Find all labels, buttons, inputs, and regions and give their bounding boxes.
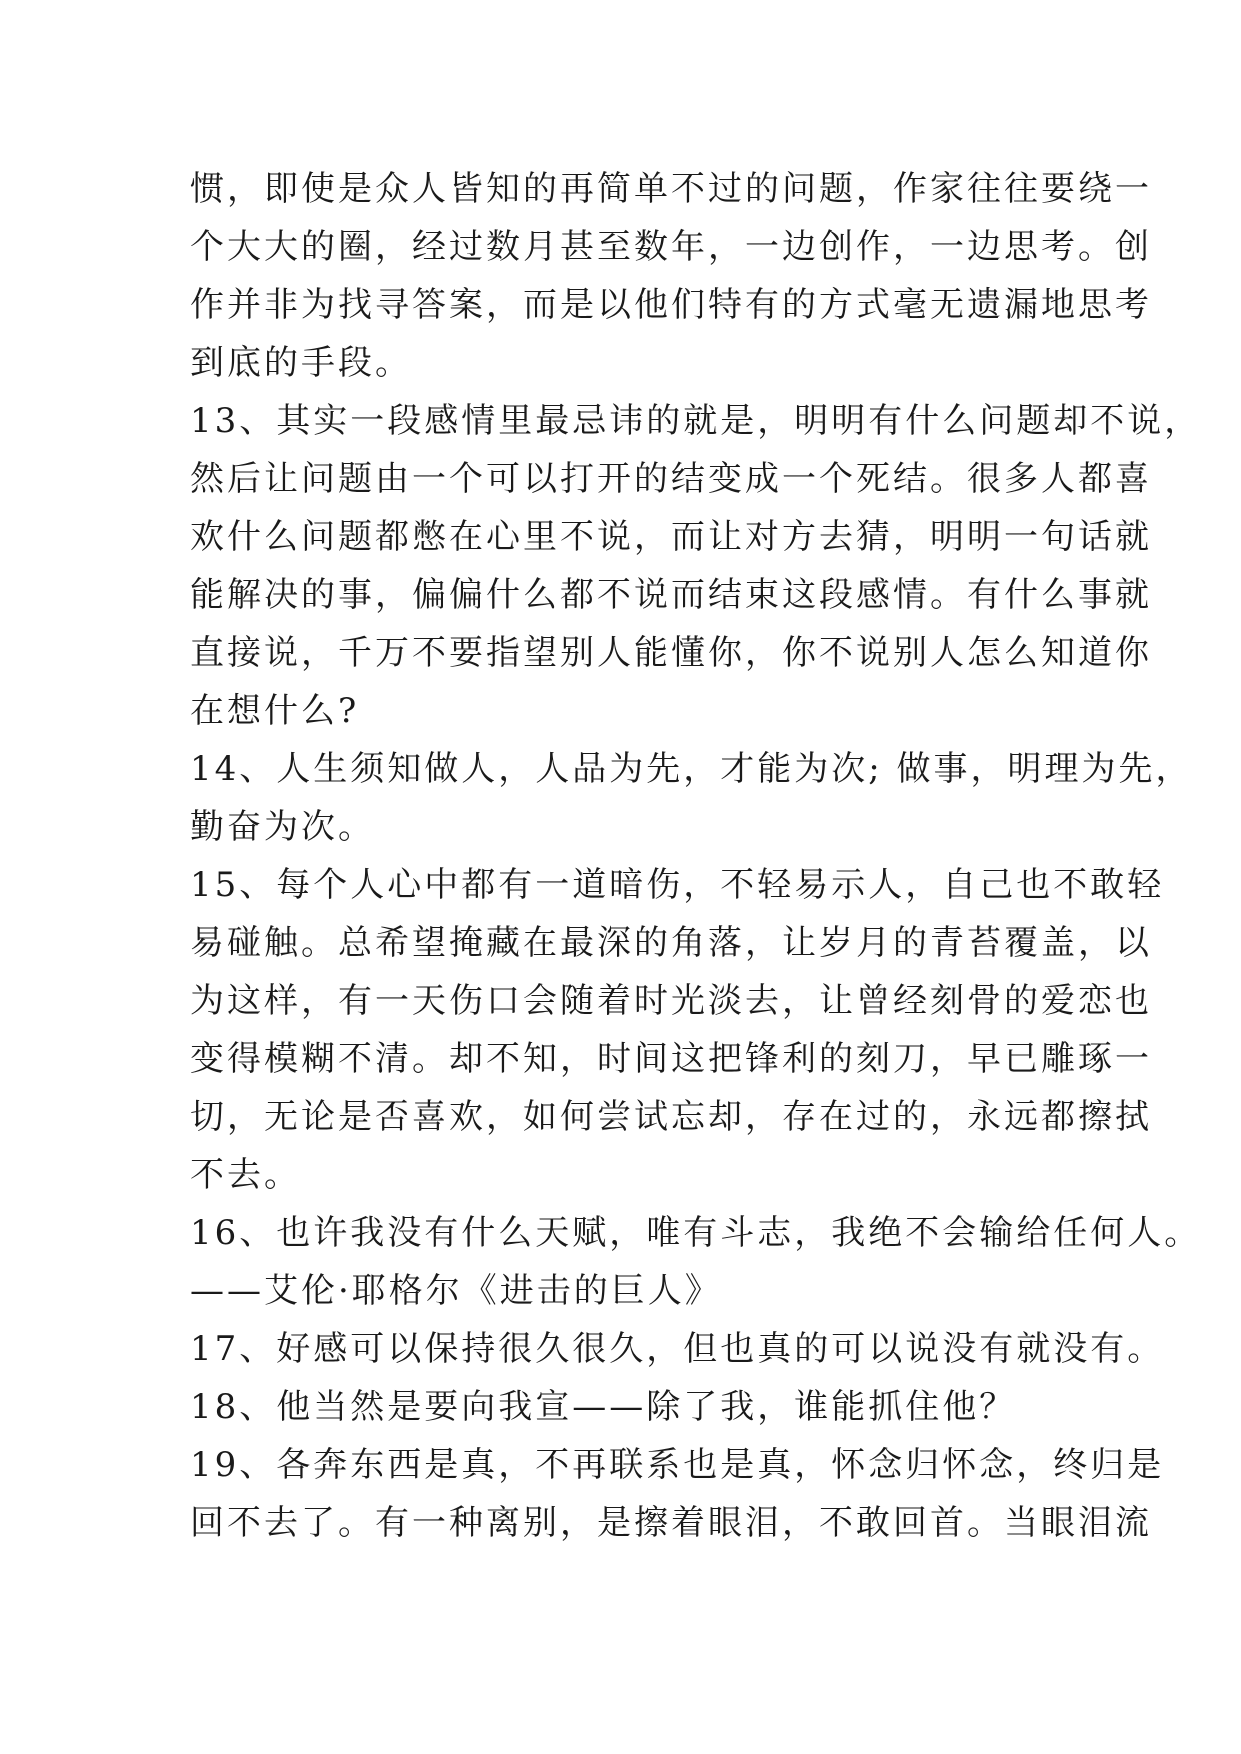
text-line: 作并非为找寻答案，而是以他们特有的方式毫无遗漏地思考 <box>190 285 1152 325</box>
text-line: 惯，即使是众人皆知的再简单不过的问题，作家往往要绕一 <box>190 169 1152 209</box>
text-line: 19、各奔东西是真，不再联系也是真，怀念归怀念，终归是 <box>190 1445 1165 1485</box>
text-line: 在想什么? <box>190 691 360 731</box>
text-line: 15、每个人心中都有一道暗伤，不轻易示人，自己也不敢轻 <box>190 865 1165 905</box>
text-line: 为这样，有一天伤口会随着时光淡去，让曾经刻骨的爱恋也 <box>190 981 1152 1021</box>
text-line: 个大大的圈，经过数月甚至数年，一边创作，一边思考。创 <box>190 227 1152 267</box>
text-line: 然后让问题由一个可以打开的结变成一个死结。很多人都喜 <box>190 459 1152 499</box>
text-line: 13、其实一段感情里最忌讳的就是，明明有什么问题却不说， <box>190 401 1202 441</box>
text-line: 17、好感可以保持很久很久，但也真的可以说没有就没有。 <box>190 1329 1165 1369</box>
body-text <box>190 160 1202 1552</box>
text-line: 变得模糊不清。却不知，时间这把锋利的刻刀，早已雕琢一 <box>190 1039 1152 1079</box>
text-line: ——艾伦·耶格尔《进击的巨人》 <box>190 1271 722 1311</box>
text-line: 14、人生须知做人，人品为先，才能为次; 做事，明理为先， <box>190 749 1193 789</box>
text-line: 直接说，千万不要指望别人能懂你，你不说别人怎么知道你 <box>190 633 1152 673</box>
text-line: 能解决的事，偏偏什么都不说而结束这段感情。有什么事就 <box>190 575 1152 615</box>
text-line: 切，无论是否喜欢，如何尝试忘却，存在过的，永远都擦拭 <box>190 1097 1152 1137</box>
text-line: 不去。 <box>190 1155 301 1195</box>
text-line: 易碰触。总希望掩藏在最深的角落，让岁月的青苔覆盖，以 <box>190 923 1152 963</box>
text-line: 18、他当然是要向我宣——除了我，谁能抓住他？ <box>190 1387 1017 1427</box>
text-line: 回不去了。有一种离别，是擦着眼泪，不敢回首。当眼泪流 <box>190 1503 1152 1543</box>
text-line: 勤奋为次。 <box>190 807 375 847</box>
text-line: 16、也许我没有什么天赋，唯有斗志，我绝不会输给任何人。 <box>190 1213 1202 1253</box>
text-line: 欢什么问题都憋在心里不说，而让对方去猜，明明一句话就 <box>190 517 1152 557</box>
text-line: 到底的手段。 <box>190 343 412 383</box>
